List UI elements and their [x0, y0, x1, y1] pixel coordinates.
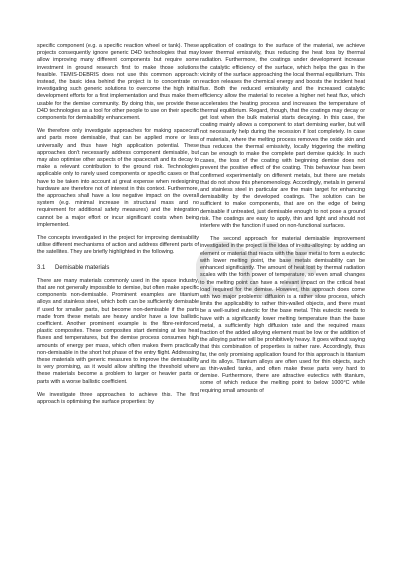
body-paragraph: The second approach for material demisable improvement investigated in the project is the idea of in-situ-alloying: by adding an element or material that reacts with the base metal to form a eutectic with lower melting point, the base metals demisability can be enhanced significantly. The amount of heat lost by thermal radiation scales with the forth power of temperature, so even small changes to the melting point can have a relevant impact on the critical heat load required for the demise. However, this approach does come with two major problems: diffusion is a rather slow process, which limits the applicability to rather thin-walled objects, and there must be a well-suited eutectic for the base metal. This eutectic needs to have with a significantly lower melting temperature than the base metal, a sufficiently high diffusion rate and the required mass fraction of the added alloying element must be low or the addition of the alloying partner will be prohibitively heavy. It goes without saying that this combination of properties is rather rare. Accordingly, thus far, the only promising application found for this approach is titanium and its alloys. Titanium alloys are often used for thin objects, such as thin-walled tanks, and often make these parts very hard to demise. Furthermore, there are attractive eutectics with titanium, some of which reduce the melting point to below 1000°C while requiring small amounts of	[200, 236, 366, 394]
section-title: Demisable materials	[55, 264, 110, 271]
left-column	[37, 43, 199, 412]
body-paragraph: application of coatings to the surface of the material, we achieve lower thermal emissivity, thus reducing the heat loss by thermal radiation. Furthermore, the coatings under development increase the catalytic efficiency of the surface, which helps the gas in the vicinity of the surface approaching the local thermal equilibrium. This reaction releases the chemical energy and boosts the incident heat flux. Both the reduced emissivity and the increased catalytic efficiency allow the material to receive a higher net heat flux, which accelerates the heating process and increases the temperature of thermal equilibrium. Regard, though, that the coatings may decay or get lost when the bulk material starts decaying. In this case, the coating mainly allows a component to start demising earlier, but will not necessarily help during the recession if lost completely. In case of materials, where the melting process removes the oxide skin and thus reduces the thermal emissivity, locally triggering the melting can be enough to make the complete part demise quickly. In such cases, the loss of the coating with beginning demise does not prevent the positive effect of the coating. This behaviour has been confirmed experimentally on different metals, but there are metals that do not show this phenomenology. Accordingly, metals in general and stainless steel in particular are the main target for enhancing demisability by the developed coatings. The solution can be sufficient to make components, that are on the edge of being demisable if untreated, just demisable enough to not pose a ground risk. The coatings are easy to apply, thin and light and should not interfere with the function if used on non-functional surfaces.	[200, 43, 365, 230]
body-paragraph: The concepts investigated in the project for improving demisability utilise different mechanisms of action and address different parts of the satellites. They are briefly highlighted in the following.	[37, 235, 199, 256]
body-paragraph: There are many materials commonly used in the space industry, that are not generally impossible to demise, but often make specific components non-demisable. Prominent examples are titanium alloys and stainless steel, which both can be sufficiently demisable if used for smaller parts, but become non-demisable if the parts made from these metals are heavy and/or have a low ballistic coefficient. Another prominent example is the fibre-reinforced plastic composites. These composites start demising at low heat fluxes and temperatures, but the demise process consumes high amounts of energy per mass, which often makes them practically non-demisable in the short hot phase of the entry flight. Addressing these materials with generic measures to improve the demisability is very promising, as it would allow shifting the threshold where these materials become a problem to larger or heavier parts or parts with a worse ballistic coefficient.	[37, 277, 200, 385]
section-number: 3.1	[37, 264, 46, 271]
body-paragraph: We therefore only investigate approaches for making spacecraft and parts more demisable, that can be applied more or less universally and thus have high application potential. These approaches don't necessarily address component demisable, but may also optimise other aspects of the spacecraft and its decay to make a relevant contribution to the ground risk. Technologies applicable only to rarely used components or specific cases or that have to be taken into account at great expense when redesigning hardware are therefore not of interest in this context. Furthermore, the approaches shall have a low negative impact on the overall system (e.g. minimal increase in structural mass and no requirement for additional safety measures) and the integration cannot be a major effort or incur significant costs when being implemented.	[37, 128, 199, 228]
right-column	[200, 43, 365, 401]
section-heading	[37, 265, 199, 272]
body-paragraph: We investigate three approaches to achieve this. The first approach is optimising the surface properties: by	[37, 391, 199, 405]
body-paragraph: specific component (e.g. a specific reaction wheel or tank). These projects consequently ignore generic D4D technologies that may allow improving many different components but require some investment in ground research first to make those solutions feasible. TEMIS-DEBRIS does not use this common approach: instead, the basic idea behind the project is to concentrate on investigating such generic solutions to overcome the high initial development efforts for a first implementation and thus make them usable for the demise community. By doing this, we provide these D4D technologies as a tool for other people to use on their specific components for demisability enhancement.	[37, 43, 199, 122]
